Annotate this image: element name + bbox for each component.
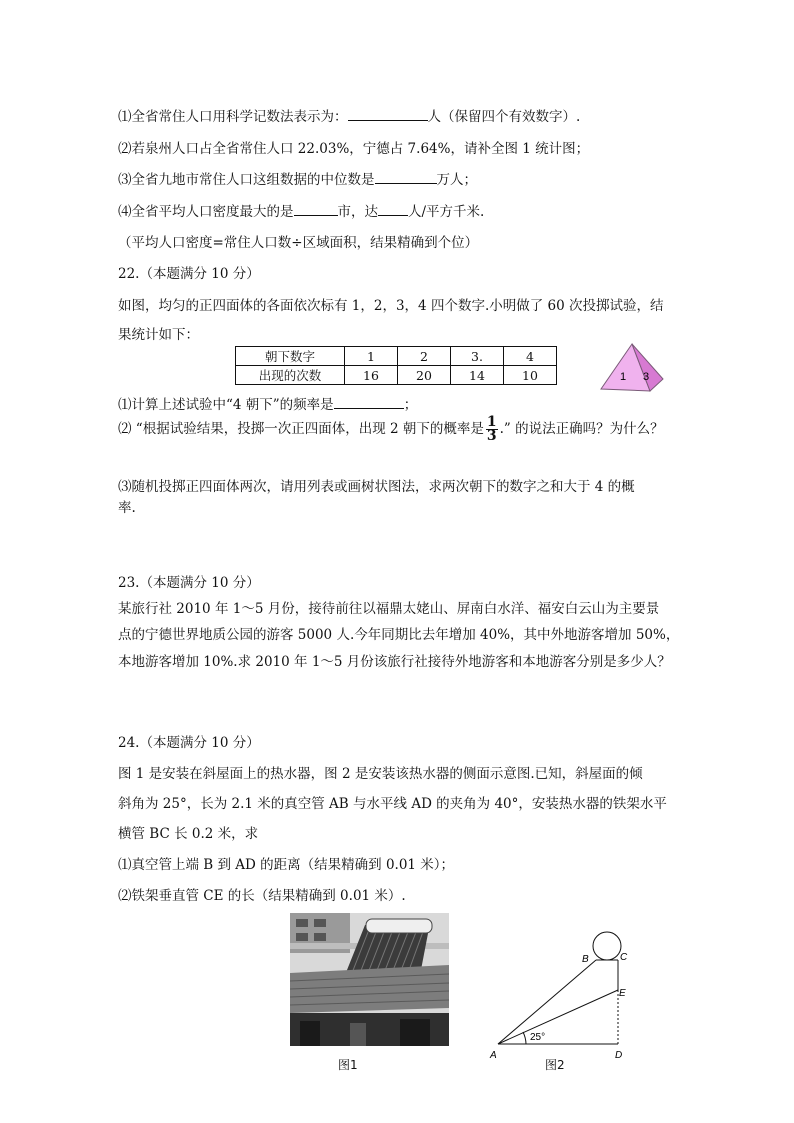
- q21-part4-text: ⑷全省平均人口密度最大的是: [118, 204, 294, 220]
- table-cell: 2: [398, 347, 451, 366]
- table-cell: 20: [398, 366, 451, 385]
- table-header-cell: 朝下数字: [236, 347, 345, 366]
- tetra-label-1: 1: [620, 371, 627, 383]
- q21-part3-suffix: 万人；: [436, 172, 477, 188]
- tetrahedron-figure: [598, 342, 666, 394]
- q22-part1-suffix: ；: [403, 397, 418, 413]
- q23-line1: 某旅行社 2010 年 1～5 月份，接待前往以福鼎太姥山、屏南白水洋、福安白云山为主要景: [118, 601, 660, 617]
- figure2-caption: 图2: [545, 1058, 565, 1072]
- q21-part3-text: ⑶全省九地市常住人口这组数据的中位数是: [118, 172, 375, 188]
- q22-header: 22.（本题满分 10 分）: [118, 266, 260, 282]
- q22-intro-line1: 如图，均匀的正四面体的各面依次标有 1，2，3，4 四个数字.小明做了 60 次投掷试验，结: [118, 298, 664, 314]
- q24-header: 24.（本题满分 10 分）: [118, 735, 260, 751]
- q22-part1-text: ⑴计算上述试验中“4 朝下”的频率是: [118, 397, 334, 413]
- q21-note: （平均人口密度=常住人口数÷区域面积，结果精确到个位）: [118, 235, 479, 251]
- q24-part1: ⑴真空管上端 B 到 AD 的距离（结果精确到 0.01 米）；: [118, 857, 455, 873]
- answer-blank[interactable]: [294, 201, 338, 216]
- roof-heater-photo: [290, 913, 449, 1046]
- q21-part3: [118, 168, 477, 188]
- table-cell: 4: [504, 347, 557, 366]
- q22-intro-line2: 果统计如下：: [118, 327, 199, 343]
- table-cell: 10: [504, 366, 557, 385]
- q22-part3-line1: ⑶随机投掷正四面体两次，请用列表或画树状图法，求两次朝下的数字之和大于 4 的概: [118, 479, 635, 495]
- q23-header: 23.（本题满分 10 分）: [118, 575, 260, 591]
- q22-part1: [118, 393, 417, 413]
- q21-part4: [118, 200, 484, 220]
- table-cell: 14: [451, 366, 504, 385]
- angle-label: 25°: [530, 1032, 546, 1043]
- table-cell: 1: [345, 347, 398, 366]
- point-a-label: A: [490, 1050, 497, 1061]
- table-row: [236, 347, 557, 366]
- table-cell: 16: [345, 366, 398, 385]
- q22-part2-suffix: .” 的说法正确吗？为什么？: [499, 421, 664, 437]
- table-row: [236, 366, 557, 385]
- q21-part1-text: ⑴全省常住人口用科学记数法表示为：: [118, 109, 348, 125]
- q21-part2: ⑵若泉州人口占全省常住人口 22.03%，宁德占 7.64%，请补全图 1 统计图；: [118, 141, 590, 157]
- q21-part4-suffix: 人/平方千米.: [408, 204, 485, 220]
- fraction-one-third: [486, 416, 498, 443]
- results-table: [235, 346, 557, 385]
- table-cell: 3.: [451, 347, 504, 366]
- point-e-label: E: [619, 988, 626, 999]
- q21-part1: [118, 105, 580, 125]
- q21-part4-mid: 市，达: [337, 204, 378, 220]
- point-b-label: B: [582, 954, 589, 965]
- point-d-label: D: [615, 1050, 623, 1061]
- q22-part3-line2: 率.: [118, 500, 136, 516]
- point-c-label: C: [620, 952, 628, 963]
- fraction-numerator: 1: [486, 414, 497, 430]
- q23-line2: 点的宁德世界地质公园的游客 5000 人.今年同期比去年增加 40%，其中外地游客增加 50%，: [118, 627, 680, 643]
- q24-part2: ⑵铁架垂直管 CE 的长（结果精确到 0.01 米）.: [118, 888, 406, 904]
- q23-line3: 本地游客增加 10%.求 2010 年 1～5 月份该旅行社接待外地游客和本地游客分别是多少人？: [118, 654, 671, 670]
- answer-blank[interactable]: [378, 201, 408, 216]
- table-header-cell: 出现的次数: [236, 366, 345, 385]
- answer-blank[interactable]: [348, 106, 428, 121]
- heater-diagram: [478, 924, 638, 1064]
- fraction-denominator: 3: [486, 428, 497, 444]
- q24-line2: 斜角为 25°，长为 2.1 米的真空管 AB 与水平线 AD 的夹角为 40°，安装热水器的铁架水平: [118, 796, 667, 812]
- answer-blank[interactable]: [334, 394, 404, 409]
- q22-part2-text: ⑵ “根据试验结果，投掷一次正四面体，出现 2 朝下的概率是: [118, 421, 484, 437]
- answer-blank[interactable]: [375, 169, 437, 184]
- figure1-caption: 图1: [338, 1058, 358, 1072]
- q24-line1: 图 1 是安装在斜屋面上的热水器，图 2 是安装该热水器的侧面示意图.已知，斜屋面的倾: [118, 766, 643, 782]
- q24-line3: 横管 BC 长 0.2 米，求: [118, 826, 259, 842]
- tetra-label-3: 3: [643, 371, 650, 383]
- q22-part2: [118, 416, 664, 443]
- q21-part1-suffix: 人（保留四个有效数字）.: [427, 109, 581, 125]
